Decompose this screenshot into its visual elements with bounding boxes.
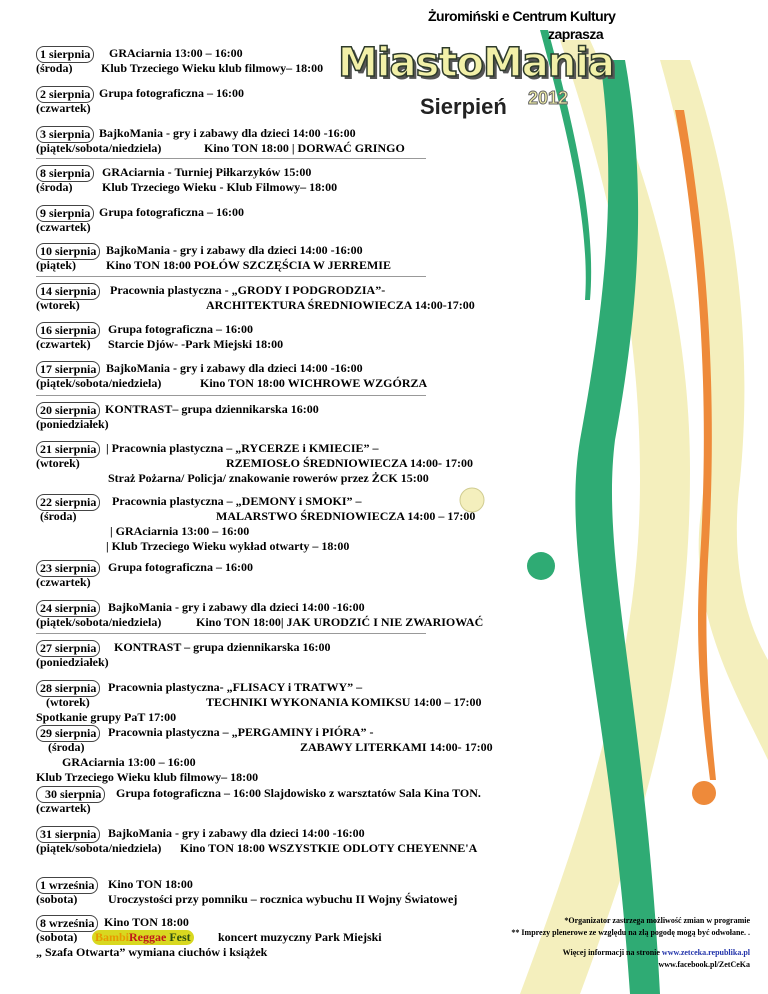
event-line: Spotkanie grupy PaT 17:00 [36,710,177,724]
facebook-link[interactable]: www.facebook.pl/ZetCeKa [658,960,750,969]
event-entry [36,560,253,590]
event-date: 29 sierpnia [36,725,100,742]
event-entry [36,600,484,630]
event-day: (czwartek) [36,101,91,115]
event-line: KONTRAST– grupa dziennikarska 16:00 [105,402,319,416]
separator [36,395,426,396]
event-date: 20 sierpnia [36,402,100,419]
event-entry [36,725,493,785]
event-line: GRAciarnia 13:00 – 16:00 [62,755,196,769]
event-line: Klub Trzeciego Wieku klub filmowy– 18:00 [36,770,259,784]
event-line: Kino TON 18:00 WICHROWE WZGÓRZA [200,376,428,390]
logo-month: Sierpień [420,94,507,119]
event-line: Grupa fotograficzna – 16:00 Slajdowisko z warsztatów Sala Kina TON. [116,786,481,800]
website-link[interactable]: www.zetceka.republika.pl [661,948,750,957]
event-entry [36,205,244,235]
event-line: KONTRAST – grupa dziennikarska 16:00 [114,640,331,654]
event-line: Grupa fotograficzna – 16:00 [108,322,253,336]
event-entry [36,86,244,116]
event-day: (wtorek) [36,298,80,312]
event-date: 28 sierpnia [36,680,100,697]
event-day: (wtorek) [36,456,80,470]
event-line: Grupa fotograficzna – 16:00 [108,560,253,574]
event-line: Pracownia plastyczna – „PERGAMINY i PIÓRA” - [108,725,374,739]
event-day: (czwartek) [36,575,91,589]
event-date: 30 sierpnia [36,786,105,803]
event-day: (czwartek) [36,801,91,815]
event-line: Uroczystości przy pomniku – rocznica wybuchu II Wojny Światowej [108,892,458,906]
event-line: „ Szafa Otwarta” wymiana ciuchów i książek [36,945,268,959]
event-line: Kino TON 18:00| JAK URODZIĆ I NIE ZWARIOWAĆ [196,615,484,629]
event-day: (piątek/sobota/niedziela) [36,376,162,390]
event-date: 22 sierpnia [36,494,100,511]
event-day: (poniedziałek) [36,417,109,431]
event-day: (środa) [40,509,77,523]
separator [36,276,426,277]
event-date: 1 września [36,877,98,894]
event-date: 31 sierpnia [36,826,100,843]
event-entry [36,243,391,273]
event-line: Grupa fotograficzna – 16:00 [99,205,244,219]
event-line: Kino TON 18:00 POŁÓW SZCZĘŚCIA W JERREMIE [106,258,391,272]
event-line: Klub Trzeciego Wieku klub filmowy– 18:00 [101,61,324,75]
event-line: Kino TON 18:00 | DORWAĆ GRINGO [204,141,405,155]
event-line: Pracownia plastyczna- „FLISACY i TRATWY” – [108,680,363,694]
event-entry [36,165,338,195]
tag-reggae: Reggae [129,930,167,944]
event-date: 8 sierpnia [36,165,94,182]
event-entry [36,640,331,670]
event-date: 8 września [36,915,98,932]
event-line: BajkoMania - gry i zabawy dla dzieci 14:00 -16:00 [106,243,363,257]
event-date: 24 sierpnia [36,600,100,617]
separator [36,158,426,159]
green-dot [527,552,555,580]
event-entry [36,46,324,76]
event-line: BajkoMania - gry i zabawy dla dzieci 14:00 -16:00 [106,361,363,375]
event-entry [36,322,284,352]
event-entry [36,915,382,960]
event-day: (środa) [48,740,85,754]
event-day: (piątek/sobota/niedziela) [36,841,162,855]
event-line: Pracownia plastyczna - „GRODY I PODGRODZIA”- [110,283,386,297]
event-date: 14 sierpnia [36,283,100,300]
event-date: 1 sierpnia [36,46,94,63]
event-date: 21 sierpnia [36,441,100,458]
bambi-reggae-fest-tag [92,930,194,945]
event-line: Straż Pożarna/ Policja/ znakowanie rowerów przez ŻCK 15:00 [108,471,429,485]
event-entry [36,361,428,391]
tag-bambi: Bambi [95,930,130,944]
event-date: 2 sierpnia [36,86,94,103]
logo-year: 2012 [528,88,569,108]
event-date: 17 sierpnia [36,361,100,378]
event-line: MALARSTWO ŚREDNIOWIECZA 14:00 – 17:00 [216,509,476,523]
event-line: ARCHITEKTURA ŚREDNIOWIECZA 14:00-17:00 [206,298,475,312]
event-day: (piątek) [36,258,76,272]
orange-dot [692,781,716,805]
event-line: koncert muzyczny Park Miejski [218,930,382,944]
event-line: | Klub Trzeciego Wieku wykład otwarty – 18:00 [106,539,350,553]
event-day: (środa) [36,180,73,194]
event-entry [36,877,458,907]
event-line: Grupa fotograficzna – 16:00 [99,86,244,100]
event-entry [36,826,478,856]
event-line: GRAciarnia 13:00 – 16:00 [109,46,243,60]
miastomania-logo: MiastoMania [338,40,614,86]
event-day: (czwartek) [36,220,91,234]
event-day: (sobota) [36,892,78,906]
event-line: RZEMIOSŁO ŚREDNIOWIECZA 14:00- 17:00 [226,456,474,470]
note-weather: ** Imprezy plenerowe ze względu na złą pogodę mogą być odwołane. . [511,928,750,937]
separator [36,633,426,634]
event-date: 3 sierpnia [36,126,94,143]
invite-text: zaprasza [548,26,604,42]
note-organizer: *Organizator zastrzega możliwość zmian w programie [564,916,750,925]
event-date: 23 sierpnia [36,560,100,577]
event-line: BajkoMania - gry i zabawy dla dzieci 14:00 -16:00 [99,126,356,140]
event-date: 10 sierpnia [36,243,100,260]
organizer-name: Żuromiński e Centrum Kultury [428,8,616,24]
event-day: (sobota) [36,930,78,944]
event-date: 9 sierpnia [36,205,94,222]
footer-notes [511,915,750,971]
event-line: TECHNIKI WYKONANIA KOMIKSU 14:00 – 17:00 [206,695,482,709]
event-line: Starcie Djów- -Park Miejski 18:00 [108,337,284,351]
event-line: BajkoMania - gry i zabawy dla dzieci 14:00 -16:00 [108,826,365,840]
event-line: Kino TON 18:00 WSZYSTKIE ODLOTY CHEYENNE'A [180,841,478,855]
event-line: ZABAWY LITERKAMI 14:00- 17:00 [300,740,493,754]
event-entry [36,680,482,725]
event-line: Kino TON 18:00 [104,915,189,929]
event-day: (poniedziałek) [36,655,109,669]
event-day: (czwartek) [36,337,91,351]
event-line: GRAciarnia - Turniej Piłkarzyków 15:00 [102,165,312,179]
note-more-info: Więcej informacji na stronie www.zetceka.republika.pl [562,948,750,957]
event-entry [36,402,319,432]
event-date: 16 sierpnia [36,322,100,339]
event-line: Pracownia plastyczna – „DEMONY i SMOKI” – [112,494,362,508]
event-entry [36,441,474,486]
event-day: (piątek/sobota/niedziela) [36,141,162,155]
event-entry [36,283,475,313]
event-line: Klub Trzeciego Wieku - Klub Filmowy– 18:00 [102,180,338,194]
tag-fest: Fest [169,930,191,944]
event-entry [36,126,405,156]
event-entry [36,786,481,816]
event-day: (piątek/sobota/niedziela) [36,615,162,629]
event-line: | Pracownia plastyczna – „RYCERZE i KMIECIE” – [106,441,379,455]
event-line: Kino TON 18:00 [108,877,193,891]
event-line: BajkoMania - gry i zabawy dla dzieci 14:00 -16:00 [108,600,365,614]
event-day: (środa) [36,61,73,75]
event-entry [36,494,476,554]
event-day: (wtorek) [46,695,90,709]
event-date: 27 sierpnia [36,640,100,657]
event-line: | GRAciarnia 13:00 – 16:00 [110,524,250,538]
